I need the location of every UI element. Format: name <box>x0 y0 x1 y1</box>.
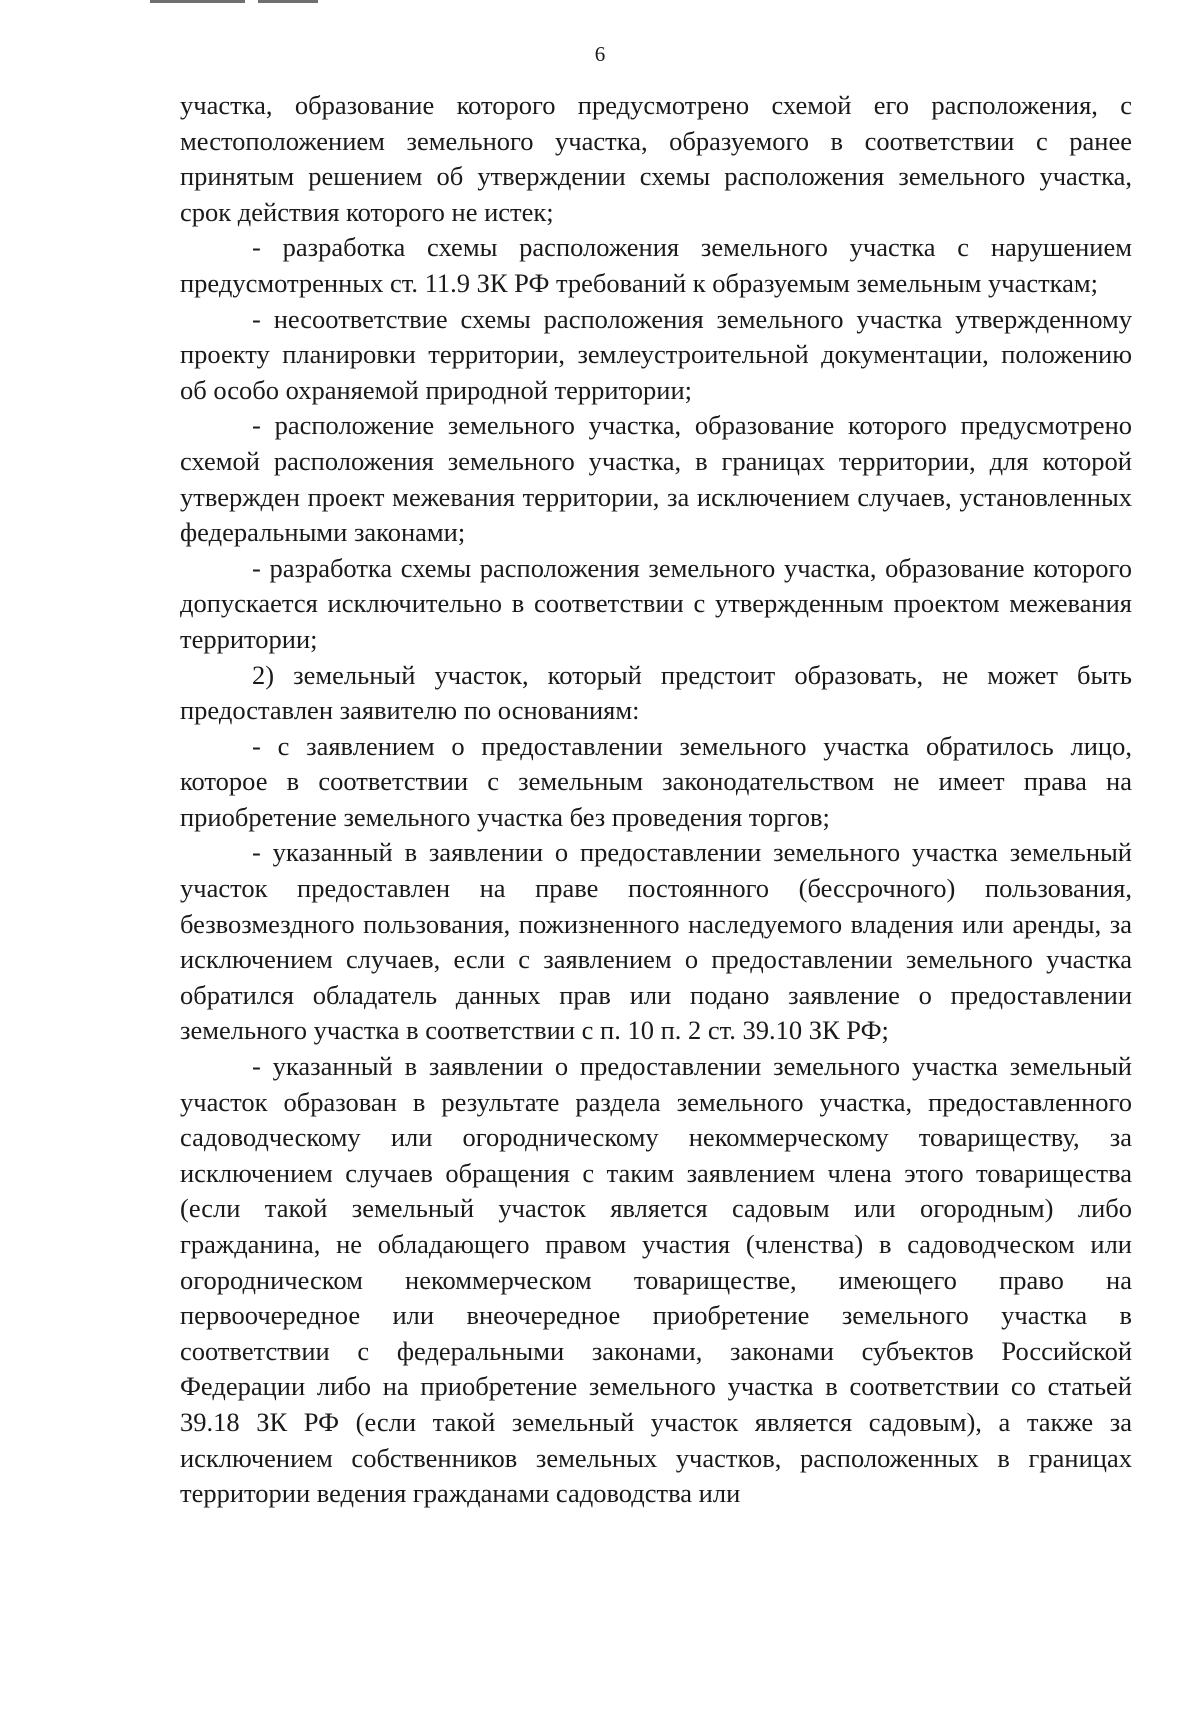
scan-edge-mark <box>258 0 318 3</box>
paragraph-list-item: - разработка схемы расположения земельного участка, образование которого допускается исключительно в соответствии с утвержденным проектом межевания территории; <box>180 552 1132 654</box>
paragraph-list-item: - разработка схемы расположения земельного участка с нарушением предусмотренных ст. 11.9 ЗК РФ требований к образуемым земельным участкам; <box>180 232 1132 298</box>
paragraph-numbered-item: 2) земельный участок, который предстоит образовать, не может быть предоставлен заявителю по основаниям: <box>180 659 1132 726</box>
paragraph-list-item: - расположение земельного участка, образование которого предусмотрено схемой расположения земельного участка, в границах территории, для которой утвержден проект межевания территории, за исключением случаев, установленных федеральными законами; <box>180 410 1132 548</box>
paragraph-list-item: - указанный в заявлении о предоставлении земельного участка земельный участок образован в результате раздела земельного участка, предоставленного садоводческому или огородническому некоммерческому товариществу, за исключением случаев обращения с таким заявлением члена этого товарищества (если такой земельный участок является садовым или огородным) либо гражданина, не обладающего правом участия (членства) в садоводческом или огородническом некоммерческом товариществе, имеющего право на первоочередное или внеочередное приобретение земельного участка в соответствии с федеральными законами, законами субъектов Российской Федерации либо на приобретение земельного участка в соответствии со статьей 39.18 ЗК РФ (если такой земельный участок является садовым), а также за исключением собственников земельных участков, расположенных в границах территории ведения гражданами садоводства или <box>180 1051 1132 1509</box>
scan-edge-mark <box>150 0 245 3</box>
paragraph-list-item: - несоответствие схемы расположения земельного участка утвержденному проекту планировки территории, землеустроительной документации, положению об особо охраняемой природной территории; <box>180 303 1132 405</box>
paragraph-continuation: участка, образование которого предусмотрено схемой его расположения, с местоположением земельного участка, образуемого в соответствии с ранее принятым решением об утверждении схемы расположения земельного участка, срок действия которого не истек; <box>180 90 1132 227</box>
paragraph-list-item: - с заявлением о предоставлении земельного участка обратилось лицо, которое в соответствии с земельным законодательством не имеет права на приобретение земельного участка без проведения торгов; <box>180 730 1132 832</box>
paragraph-list-item: - указанный в заявлении о предоставлении земельного участка земельный участок предоставлен на праве постоянного (бессрочного) пользования, безвозмездного пользования, пожизненного наследуемого владения или аренды, за исключением случаев, если с заявлением о предоставлении земельного участка обратился обладатель данных прав или подано заявление о предоставлении земельного участка в соответствии с п. 10 п. 2 ст. 39.10 ЗК РФ; <box>180 837 1132 1046</box>
document-body <box>180 88 1132 1512</box>
page-number: 6 <box>594 42 606 66</box>
